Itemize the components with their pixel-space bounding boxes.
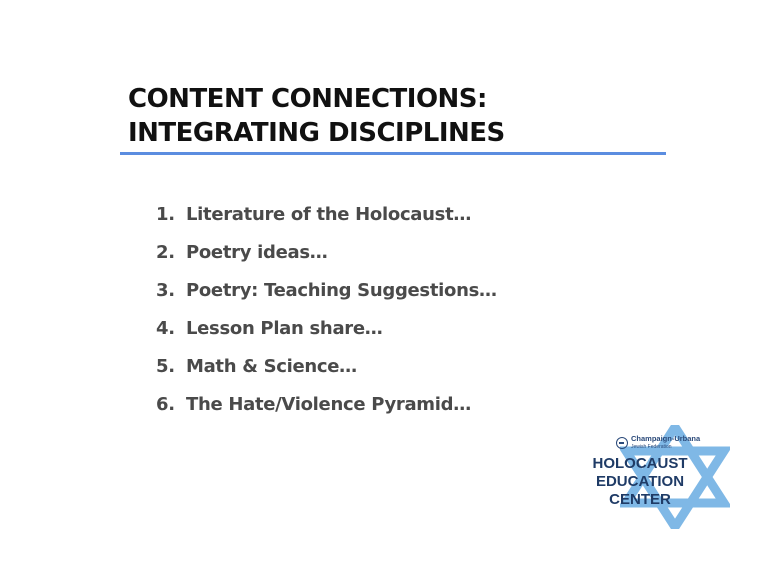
wordmark-line-3: CENTER — [609, 491, 671, 508]
holocaust-education-center-logo — [580, 425, 745, 533]
wordmark-line-1: HOLOCAUST — [592, 455, 688, 472]
agenda-item-text: Poetry ideas… — [185, 242, 328, 263]
slide-title — [128, 82, 505, 150]
agenda-item-number: 4. — [156, 318, 175, 339]
agenda-item-text: The Hate/Violence Pyramid… — [185, 394, 471, 415]
agenda-item-number: 6. — [156, 394, 175, 415]
agenda-item-number: 5. — [156, 356, 175, 377]
agenda-item — [128, 272, 497, 310]
slide-title-line-1: CONTENT CONNECTIONS: — [128, 84, 487, 114]
agenda-item-text: Literature of the Holocaust… — [185, 204, 472, 225]
agenda-item-text: Lesson Plan share… — [185, 318, 383, 339]
agenda-item — [128, 348, 497, 386]
agenda-item-number: 1. — [156, 204, 175, 225]
slide-title-line-2: INTEGRATING DISCIPLINES — [128, 118, 505, 148]
logo-wordmark — [580, 455, 700, 509]
federation-mark-icon — [616, 437, 628, 449]
agenda-item — [128, 196, 497, 234]
federation-name: Champaign-Urbana — [631, 434, 701, 443]
agenda-item-number: 2. — [156, 242, 175, 263]
agenda-item-number: 3. — [156, 280, 175, 301]
agenda-list — [128, 196, 497, 424]
agenda-item — [128, 386, 497, 424]
agenda-item — [128, 310, 497, 348]
agenda-item-text: Math & Science… — [185, 356, 357, 377]
agenda-item-text: Poetry: Teaching Suggestions… — [185, 280, 497, 301]
wordmark-line-2: EDUCATION — [595, 473, 685, 490]
title-underline — [120, 152, 666, 155]
federation-badge — [616, 435, 700, 451]
federation-subtitle: Jewish Federation — [631, 444, 672, 450]
agenda-item — [128, 234, 497, 272]
